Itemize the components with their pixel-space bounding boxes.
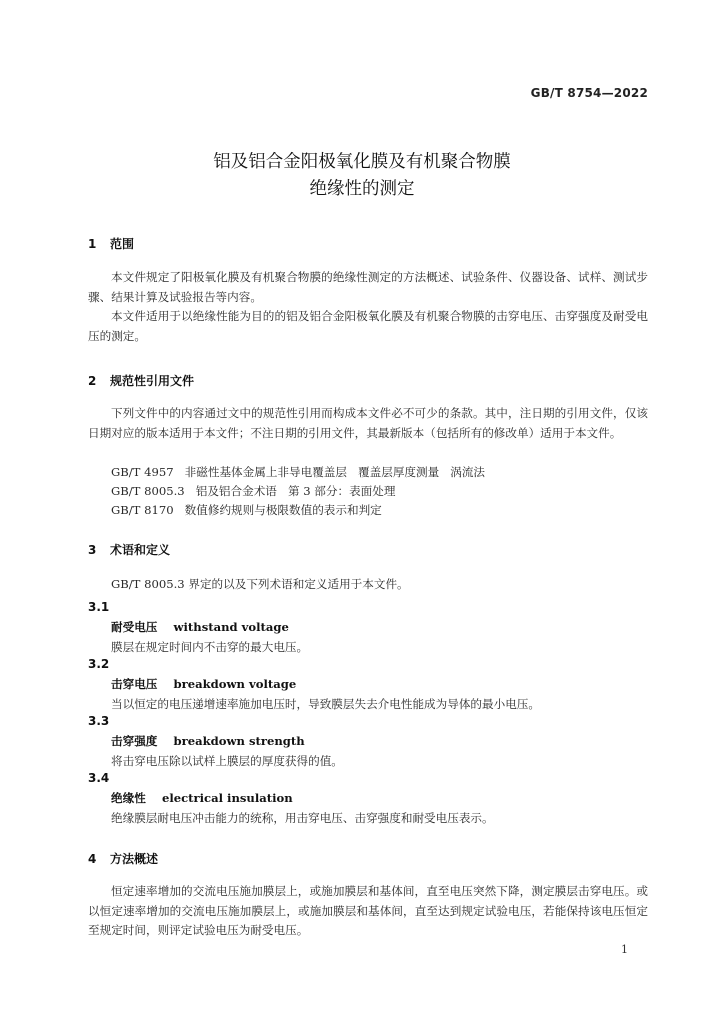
document-title-line1: 铝及铝合金阳极氧化膜及有机聚合物膜 [213,152,511,172]
section-3-intro: GB/T 8005.3 界定的以及下列术语和定义适用于本文件。 [111,577,409,591]
section-1-paragraph-2: 本文件适用于以绝缘性能为目的的铝及铝合金阳极氧化膜及有机聚合物膜的击穿电压、击穿强度及耐受电压的测定。 [88,309,648,343]
section-4-title: 方法概述 [110,852,159,866]
section-1-number: 1 [88,237,97,251]
term-definition: 将击穿电压除以试样上膜层的厚度获得的值。 [111,754,343,768]
section-3-title: 术语和定义 [110,543,171,557]
page-number: 1 [621,943,628,956]
section-1-heading [88,235,134,252]
term-zh: 击穿电压 [111,677,158,691]
section-3-number: 3 [88,543,97,557]
section-4-number: 4 [88,852,97,866]
term-definition: 膜层在规定时间内不击穿的最大电压。 [111,640,309,654]
term-number: 3.2 [88,657,110,671]
section-2-number: 2 [88,374,97,388]
section-3-heading [88,541,170,558]
term-zh: 耐受电压 [111,620,158,634]
term-entry [111,790,293,806]
normative-reference: GB/T 8170 数值修约规则与极限数值的表示和判定 [111,503,382,517]
document-title-line2: 绝缘性的测定 [309,179,415,199]
section-2-paragraph-1: 下列文件中的内容通过文中的规范性引用而构成本文件必不可少的条款。其中，注日期的引用文件，仅该日期对应的版本适用于本文件；不注日期的引用文件，其最新版本（包括所有的修改单）适用于本文件。 [88,406,648,440]
standard-code: GB/T 8754—2022 [530,86,648,100]
section-1-title: 范围 [110,237,135,251]
section-2-heading [88,372,194,389]
term-zh: 击穿强度 [111,734,158,748]
term-number: 3.1 [88,600,110,614]
term-en: withstand voltage [173,620,289,634]
term-en: electrical insulation [161,791,293,805]
term-zh: 绝缘性 [111,791,146,805]
term-entry [111,733,305,749]
normative-reference: GB/T 4957 非磁性基体金属上非导电覆盖层 覆盖层厚度测量 涡流法 [111,465,486,479]
section-2-title: 规范性引用文件 [110,374,195,388]
term-en: breakdown voltage [173,677,297,691]
term-number: 3.4 [88,771,110,785]
term-entry [111,619,289,635]
term-entry [111,676,296,692]
term-definition: 当以恒定的电压递增速率施加电压时，导致膜层失去介电性能成为导体的最小电压。 [111,697,540,711]
term-definition: 绝缘膜层耐电压冲击能力的统称，用击穿电压、击穿强度和耐受电压表示。 [111,811,494,825]
term-number: 3.3 [88,714,110,728]
term-en: breakdown strength [173,734,305,748]
section-4-paragraph-1: 恒定速率增加的交流电压施加膜层上，或施加膜层和基体间，直至电压突然下降，测定膜层击穿电压。或以恒定速率增加的交流电压施加膜层上，或施加膜层和基体间，直至达到规定试验电压，若能保持该电压恒定至规定时间，则评定试验电压为耐受电压。 [88,884,648,937]
normative-reference: GB/T 8005.3 铝及铝合金术语 第 3 部分：表面处理 [111,484,396,498]
section-4-heading [88,850,158,867]
section-1-paragraph-1: 本文件规定了阳极氧化膜及有机聚合物膜的绝缘性测定的方法概述、试验条件、仪器设备、试样、测试步骤、结果计算及试验报告等内容。 [88,270,648,304]
